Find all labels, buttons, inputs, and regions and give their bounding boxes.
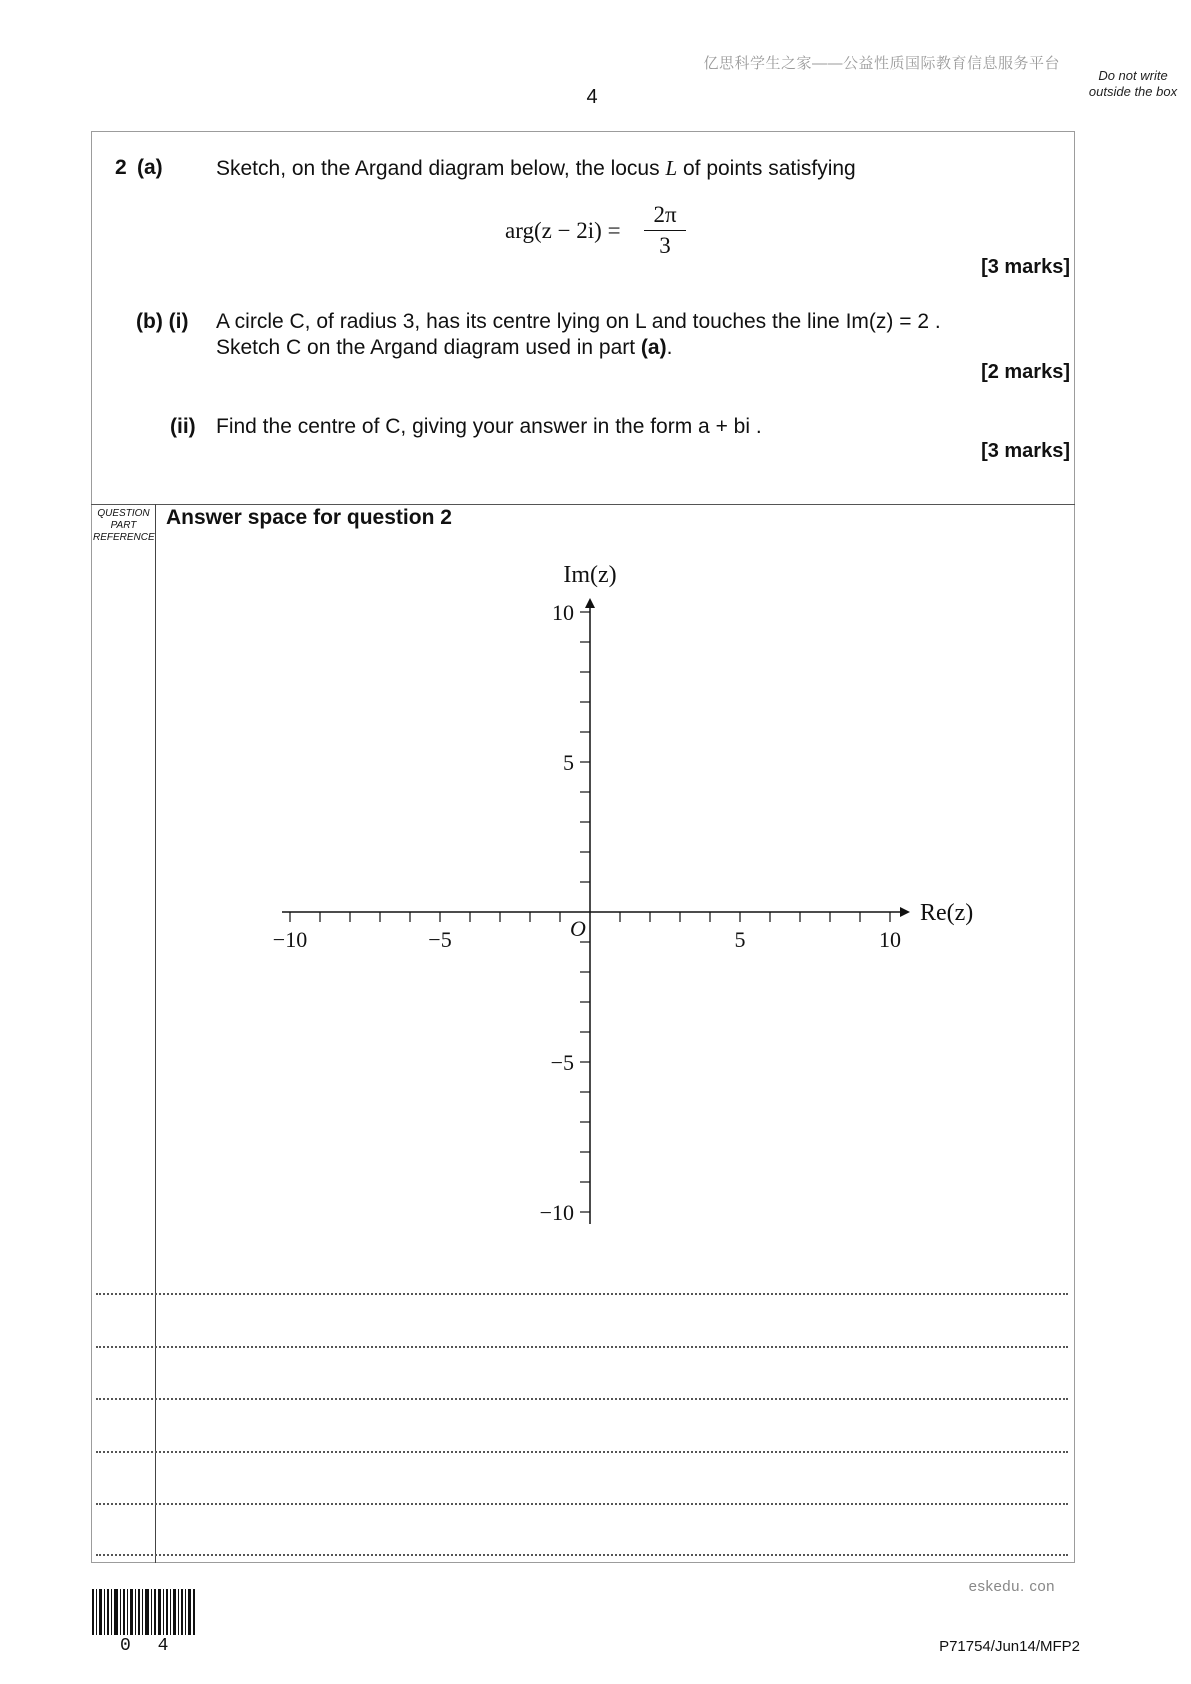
part-b-i-line2-end: .	[666, 336, 673, 359]
part-b-i-line1: A circle C, of radius 3, has its centre lying on L and touches the line Im(z) = 2 .	[216, 310, 941, 333]
answer-title: Answer space for question 2	[166, 506, 452, 529]
fraction-denominator: 3	[659, 233, 671, 258]
part-b-i-line2-start: Sketch C on the Argand diagram used in part	[216, 336, 641, 359]
site-watermark: eskedu. con	[968, 1578, 1055, 1595]
part-ref: (a)	[640, 336, 667, 359]
watermark-text: 亿思科学生之家——公益性质国际教育信息服务平台	[703, 55, 1060, 72]
answer-line-2[interactable]	[96, 1346, 1068, 1348]
part-a-text-start: Sketch, on the Argand diagram below, the locus	[216, 157, 666, 180]
y-tick-label: 10	[552, 600, 574, 625]
part-a-marks: [3 marks]	[981, 256, 1070, 278]
y-tick-label: −10	[539, 1200, 574, 1225]
part-a-text-end: of points satisfying	[677, 157, 856, 180]
barcode-number: 0 4	[120, 1636, 177, 1656]
part-b-ii-marks: [3 marks]	[981, 440, 1070, 462]
part-a-label: (a)	[137, 156, 163, 179]
fraction-numerator: 2π	[653, 202, 677, 227]
equation-lhs: arg(z − 2i) =	[505, 218, 621, 243]
answer-line-3[interactable]	[96, 1398, 1068, 1400]
barcode	[92, 1589, 196, 1635]
x-tick-label: −5	[428, 927, 452, 952]
x-tick-label: −10	[272, 927, 308, 952]
question-number: 2	[115, 156, 127, 179]
y-axis-label: Im(z)	[563, 562, 617, 588]
answer-line-6[interactable]	[96, 1554, 1068, 1556]
qpr-label: QUESTION PART REFERENCE	[93, 508, 155, 543]
y-tick-label: 5	[563, 750, 574, 775]
page-number: 4	[586, 86, 598, 108]
y-tick-label: −5	[550, 1050, 574, 1075]
margin-note: Do not write outside the box	[1088, 68, 1178, 99]
part-b-ii-text: Find the centre of C, giving your answer in the form a + bi .	[216, 415, 762, 438]
locus-symbol: L	[665, 156, 678, 180]
part-b-i-marks: [2 marks]	[981, 361, 1070, 383]
origin-label: O	[570, 916, 586, 941]
answer-line-5[interactable]	[96, 1503, 1068, 1505]
x-tick-label: 10	[879, 927, 901, 952]
answer-line-4[interactable]	[96, 1451, 1068, 1453]
x-tick-label: 5	[734, 927, 746, 952]
part-b-ii-label: (ii)	[170, 415, 196, 438]
paper-code: P71754/Jun14/MFP2	[939, 1638, 1080, 1655]
part-b-i-label: (b) (i)	[136, 310, 189, 333]
x-axis-label: Re(z)	[920, 900, 974, 926]
answer-line-1[interactable]	[96, 1293, 1068, 1295]
